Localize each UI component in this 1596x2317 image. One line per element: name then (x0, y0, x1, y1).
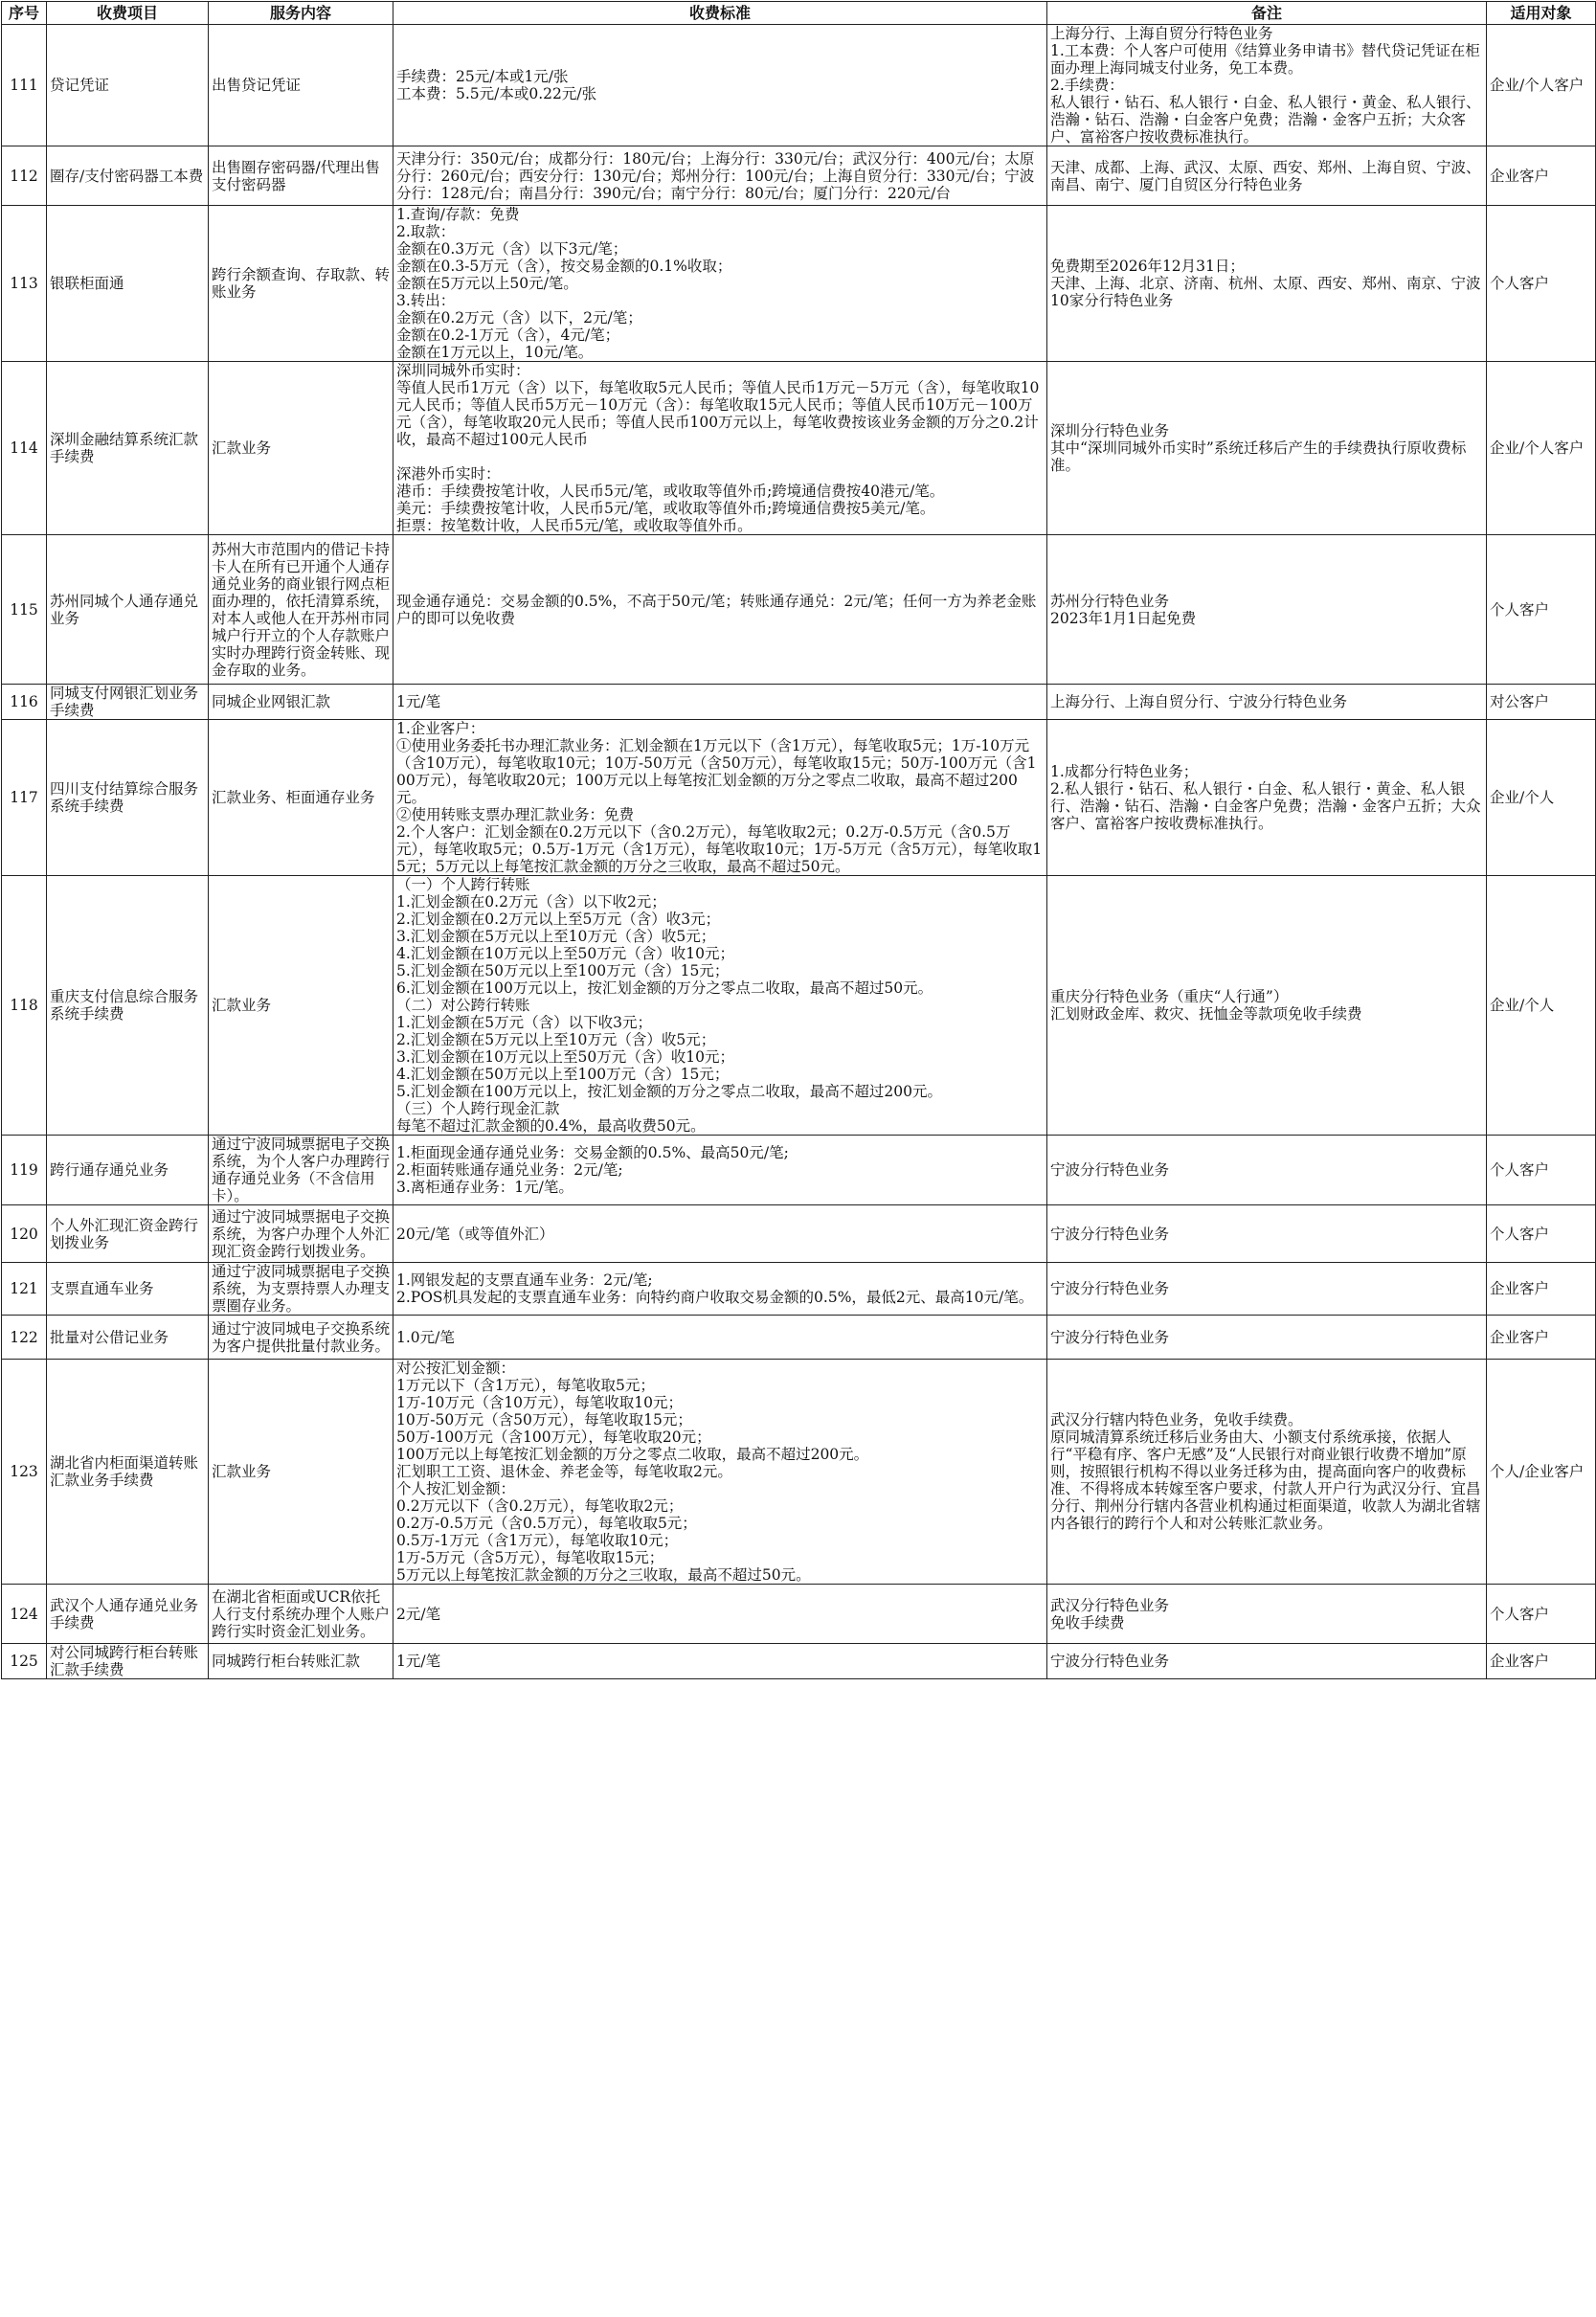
cell-no: 121 (2, 1263, 47, 1316)
cell-no: 116 (2, 685, 47, 720)
cell-line: 汇款业务、柜面通存业务 (212, 789, 375, 806)
cell-line: 1.汇划金额在0.2万元（含）以下收2元； (396, 893, 666, 911)
cell-line: 1万元以下（含1万元），每笔收取5元； (396, 1377, 655, 1394)
cell-service (209, 1205, 393, 1263)
cell-no: 125 (2, 1644, 47, 1679)
cell-line: 深港外币实时： (396, 465, 501, 483)
cell-line: 2.POS机具发起的支票直通车业务：向特约商户收取交易金额的0.5%，最低2元、最高10元/笔。 (396, 1289, 1034, 1306)
cell-line: 宁波分行特色业务 (1050, 1280, 1170, 1297)
cell-no: 118 (2, 876, 47, 1136)
cell-no: 113 (2, 206, 47, 362)
cell-line: 圈存/支付密码器工本费 (50, 167, 204, 185)
cell-remark (1047, 1644, 1487, 1679)
cell-line: 批量对公借记业务 (50, 1328, 169, 1346)
cell-line: 2.个人客户：汇划金额在0.2万元以下（含0.2万元），每笔收取2元；0.2万-0.5万元（含0.5万元），每笔收取5元；0.5万-1万元（含1万元），每笔收取10元；1万-5万元（含5万元），每笔收取15元；5万元以上每笔按汇款金额的万分之三收取，最高不超过50元。 (396, 823, 1043, 875)
cell-remark (1047, 1263, 1487, 1316)
cell-line: 银联柜面通 (50, 275, 124, 292)
cell-line: 汇款业务 (212, 997, 272, 1014)
table-row (2, 685, 1596, 720)
cell-no: 123 (2, 1360, 47, 1585)
cell-standard (393, 146, 1047, 206)
cell-no: 114 (2, 362, 47, 535)
cell-no: 122 (2, 1316, 47, 1360)
cell-line: 上海分行、上海自贸分行特色业务 (1050, 25, 1273, 42)
cell-standard (393, 1136, 1047, 1205)
cell-line: 金额在0.2万元（含）以下，2元/笔； (396, 309, 642, 326)
cell-line: 1万-5万元（含5万元），每笔收取15元； (396, 1549, 664, 1566)
cell-target (1487, 206, 1596, 362)
cell-line: ②使用转账支票办理汇款业务：免费 (396, 806, 635, 823)
cell-remark (1047, 146, 1487, 206)
cell-line: 企业/个人 (1490, 997, 1555, 1014)
cell-target (1487, 1263, 1596, 1316)
cell-line: 汇款业务 (212, 439, 272, 457)
fee-table (1, 1, 1596, 1679)
cell-line: 2023年1月1日起免费 (1050, 609, 1197, 627)
cell-remark (1047, 876, 1487, 1136)
cell-item (47, 720, 209, 876)
cell-line: 通过宁波同城票据电子交换系统，为支票持票人办理支票圈存业务。 (212, 1263, 391, 1315)
cell-standard (393, 1263, 1047, 1316)
cell-item (47, 1316, 209, 1360)
table-row (2, 362, 1596, 535)
cell-service (209, 206, 393, 362)
cell-line: 通过宁波同城票据电子交换系统，为个人客户办理跨行通存通兑业务（不含信用卡）。 (212, 1136, 391, 1204)
table-row (2, 720, 1596, 876)
cell-line: 1元/笔 (396, 693, 441, 710)
cell-line: 0.5万-1万元（含1万元），每笔收取10元； (396, 1532, 679, 1549)
cell-target (1487, 535, 1596, 685)
cell-line: 武汉个人通存通兑业务手续费 (50, 1596, 199, 1631)
cell-target (1487, 720, 1596, 876)
cell-line: 等值人民币1万元（含）以下，每笔收取5元人民币；等值人民币1万元－5万元（含），每笔收取10元人民币；等值人民币5万元－10万元（含）：每笔收取15元人民币；等值人民币10万元－100万元（含），每笔收取20元人民币；等值人民币100万元以上，每笔收费按该业务金额的万分之0.2计收，最高不超过100元人民币 (396, 379, 1040, 448)
cell-target (1487, 1316, 1596, 1360)
cell-service (209, 720, 393, 876)
cell-standard (393, 206, 1047, 362)
header-item: 收费项目 (47, 2, 209, 25)
header-standard: 收费标准 (393, 2, 1047, 25)
cell-standard (393, 1205, 1047, 1263)
cell-line: 企业/个人客户 (1490, 439, 1585, 457)
cell-line: （一）个人跨行转账 (396, 876, 530, 893)
cell-line: 1万-10万元（含10万元），每笔收取10元； (396, 1394, 684, 1411)
cell-line: 港币：手续费按笔计收，人民币5元/笔，或收取等值外币;跨境通信费按40港元/笔。 (396, 483, 945, 500)
cell-line: 1.柜面现金通存通兑业务：交易金额的0.5%、最高50元/笔; (396, 1144, 789, 1161)
cell-line: 5万元以上每笔按汇款金额的万分之三收取，最高不超过50元。 (396, 1566, 811, 1584)
cell-service (209, 1360, 393, 1585)
cell-no: 124 (2, 1585, 47, 1644)
table-row (2, 146, 1596, 206)
cell-line: 金额在0.2-1万元（含），4元/笔； (396, 326, 620, 344)
cell-standard (393, 1360, 1047, 1585)
cell-service (209, 685, 393, 720)
cell-line: 天津、上海、北京、济南、杭州、太原、西安、郑州、南京、宁波10家分行特色业务 (1050, 275, 1481, 309)
cell-no: 120 (2, 1205, 47, 1263)
cell-line: （二）对公跨行转账 (396, 997, 530, 1014)
cell-line: 跨行余额查询、存取款、转账业务 (212, 266, 391, 301)
cell-line: 汇款业务 (212, 1463, 272, 1480)
cell-line: 金额在0.3万元（含）以下3元/笔； (396, 240, 628, 258)
cell-line: 3.转出： (396, 292, 456, 309)
cell-line: 手续费：25元/本或1元/张 (396, 68, 569, 85)
cell-line: 每笔不超过汇款金额的0.4%，最高收费50元。 (396, 1117, 706, 1135)
table-row (2, 1316, 1596, 1360)
cell-standard (393, 362, 1047, 535)
cell-line: 同城企业网银汇款 (212, 693, 331, 710)
cell-service (209, 1585, 393, 1644)
cell-line: 苏州同城个人通存通兑业务 (50, 592, 199, 627)
cell-line: 个人外汇现汇资金跨行划拨业务 (50, 1216, 199, 1251)
cell-remark (1047, 1360, 1487, 1585)
cell-line: 出售圈存密码器/代理出售支付密码器 (212, 158, 380, 193)
cell-line: 3.离柜通存业务：1元/笔。 (396, 1179, 573, 1196)
cell-target (1487, 362, 1596, 535)
cell-line: 1.汇划金额在5万元（含）以下收3元； (396, 1014, 653, 1031)
cell-line: 1元/笔 (396, 1653, 441, 1670)
cell-line: 通过宁波同城票据电子交换系统，为客户办理个人外汇现汇资金跨行划拨业务。 (212, 1207, 391, 1260)
cell-line: 100万元以上每笔按汇划金额的万分之零点二收取，最高不超过200元。 (396, 1446, 869, 1463)
header-no: 序号 (2, 2, 47, 25)
cell-line: 10万-50万元（含50万元），每笔收取15元； (396, 1411, 692, 1428)
table-row (2, 1644, 1596, 1679)
cell-line (396, 448, 1044, 465)
cell-remark (1047, 1316, 1487, 1360)
cell-target (1487, 1644, 1596, 1679)
cell-line: 宁波分行特色业务 (1050, 1225, 1170, 1243)
cell-line: 企业客户 (1490, 1280, 1550, 1297)
cell-target (1487, 876, 1596, 1136)
cell-line: 个人客户 (1490, 275, 1550, 292)
cell-line: 宁波分行特色业务 (1050, 1161, 1170, 1179)
cell-line: 1.成都分行特色业务； (1050, 763, 1199, 780)
cell-line: 5.汇划金额在100万元以上，按汇划金额的万分之零点二收取，最高不超过200元。 (396, 1083, 942, 1100)
cell-item (47, 25, 209, 146)
cell-line: 宁波分行特色业务 (1050, 1653, 1170, 1670)
table-row (2, 535, 1596, 685)
cell-line: 4.汇划金额在10万元以上至50万元（含）收10元； (396, 945, 734, 962)
cell-remark (1047, 362, 1487, 535)
cell-line: 1.0元/笔 (396, 1328, 455, 1346)
cell-item (47, 206, 209, 362)
cell-standard (393, 720, 1047, 876)
cell-line: 天津分行：350元/台；成都分行：180元/台；上海分行：330元/台；武汉分行：400元/台；太原分行：260元/台；西安分行：130元/台；郑州分行：100元/台；上海自贸分行：330元/台；宁波分行：128元/台；南昌分行：390元/台；南宁分行：80元/台；厦门分行：220元/台 (396, 149, 1035, 202)
cell-line: 工本费：5.5元/本或0.22元/张 (396, 85, 597, 102)
cell-standard (393, 876, 1047, 1136)
cell-service (209, 362, 393, 535)
cell-line: 0.2万元以下（含0.2万元），每笔收取2元； (396, 1497, 684, 1515)
cell-line: 2.取款： (396, 223, 456, 240)
cell-line: 20元/笔（或等值外汇） (396, 1225, 554, 1243)
cell-line: 企业客户 (1490, 167, 1550, 185)
cell-service (209, 876, 393, 1136)
cell-line: 同城跨行柜台转账汇款 (212, 1653, 361, 1670)
table-row (2, 876, 1596, 1136)
cell-item (47, 1585, 209, 1644)
cell-item (47, 1644, 209, 1679)
cell-line: 在湖北省柜面或UCR依托人行支付系统办理个人账户跨行实时资金汇划业务。 (212, 1587, 391, 1640)
cell-service (209, 1316, 393, 1360)
cell-remark (1047, 206, 1487, 362)
cell-line: 50万-100万元（含100万元），每笔收取20元； (396, 1428, 711, 1446)
cell-line: 企业客户 (1490, 1653, 1550, 1670)
cell-line: 重庆分行特色业务（重庆“人行通”） (1050, 988, 1289, 1005)
cell-line: 企业/个人 (1490, 789, 1555, 806)
cell-standard (393, 535, 1047, 685)
cell-target (1487, 1205, 1596, 1263)
table-row (2, 1136, 1596, 1205)
cell-item (47, 1263, 209, 1316)
cell-line: 免费期至2026年12月31日； (1050, 258, 1245, 275)
cell-item (47, 362, 209, 535)
cell-item (47, 1136, 209, 1205)
cell-line: 企业/个人客户 (1490, 77, 1585, 94)
cell-line: 2.汇划金额在5万元以上至10万元（含）收5元； (396, 1031, 716, 1048)
cell-line: 个人客户 (1490, 1225, 1550, 1243)
cell-line: 免收手续费 (1050, 1613, 1125, 1631)
cell-line: 企业客户 (1490, 1328, 1550, 1346)
cell-line: （三）个人跨行现金汇款 (396, 1100, 560, 1117)
cell-line: 对公同城跨行柜台转账汇款手续费 (50, 1644, 199, 1678)
cell-target (1487, 25, 1596, 146)
cell-service (209, 1136, 393, 1205)
cell-standard (393, 685, 1047, 720)
cell-line: 2.私人银行・钻石、私人银行・白金、私人银行・黄金、私人银行、浩瀚・钻石、浩瀚・白金客户免费；浩瀚・金客户五折；大众客户、富裕客户按收费标准执行。 (1050, 780, 1481, 832)
cell-line: 宁波分行特色业务 (1050, 1328, 1170, 1346)
cell-line: 其中“深圳同城外币实时”系统迁移后产生的手续费执行原收费标准。 (1050, 439, 1467, 474)
cell-service (209, 1644, 393, 1679)
cell-line: 跨行通存通兑业务 (50, 1161, 169, 1179)
cell-target (1487, 1585, 1596, 1644)
table-row (2, 25, 1596, 146)
cell-line: 个人/企业客户 (1490, 1463, 1585, 1480)
cell-line: 武汉分行辖内特色业务，免收手续费。 (1050, 1411, 1303, 1428)
cell-service (209, 1263, 393, 1316)
cell-line: 3.汇划金额在5万元以上至10万元（含）收5元； (396, 928, 716, 945)
cell-standard (393, 25, 1047, 146)
cell-service (209, 25, 393, 146)
cell-line: 私人银行・钻石、私人银行・白金、私人银行・黄金、私人银行、浩瀚・钻石、浩瀚・白金客户免费；浩瀚・金客户五折；大众客户、富裕客户按收费标准执行。 (1050, 94, 1481, 146)
cell-line: 苏州分行特色业务 (1050, 592, 1170, 610)
cell-line: 5.汇划金额在50万元以上至100万元（含）15元； (396, 962, 730, 979)
cell-target (1487, 1136, 1596, 1205)
cell-remark (1047, 720, 1487, 876)
cell-item (47, 1205, 209, 1263)
cell-line: 4.汇划金额在50万元以上至100万元（含）15元； (396, 1066, 730, 1083)
cell-line: 武汉分行特色业务 (1050, 1596, 1170, 1614)
cell-line: 2.汇划金额在0.2万元以上至5万元（含）收3元； (396, 911, 721, 928)
cell-line: 深圳同城外币实时： (396, 362, 530, 379)
cell-line: 现金通存通兑：交易金额的0.5%，不高于50元/笔；转账通存通兑：2元/笔；任何一方为养老金账户的即可以免收费 (396, 592, 1037, 627)
cell-line: 汇划财政金库、救灾、抚恤金等款项免收手续费 (1050, 1005, 1362, 1023)
cell-line: 同城支付网银汇划业务手续费 (50, 685, 199, 719)
cell-standard (393, 1644, 1047, 1679)
cell-line: 个人客户 (1490, 600, 1550, 619)
cell-remark (1047, 685, 1487, 720)
header-row (2, 2, 1596, 25)
cell-no: 112 (2, 146, 47, 206)
cell-line: 1.查询/存款：免费 (396, 206, 520, 223)
cell-no: 111 (2, 25, 47, 146)
cell-line: 2.柜面转账通存通兑业务：2元/笔; (396, 1161, 623, 1179)
cell-standard (393, 1585, 1047, 1644)
cell-line: 四川支付结算综合服务系统手续费 (50, 780, 199, 815)
cell-item (47, 1360, 209, 1585)
cell-remark (1047, 25, 1487, 146)
cell-remark (1047, 1585, 1487, 1644)
cell-line: 通过宁波同城电子交换系统为客户提供批量付款业务。 (212, 1319, 391, 1355)
cell-line: 2元/笔 (396, 1605, 441, 1623)
cell-line: 个人客户 (1490, 1161, 1550, 1179)
cell-remark (1047, 535, 1487, 685)
table-row (2, 1263, 1596, 1316)
cell-line: 出售贷记凭证 (212, 77, 302, 94)
cell-line: 3.汇划金额在10万元以上至50万元（含）收10元； (396, 1048, 734, 1066)
cell-line: 1.企业客户： (396, 720, 485, 737)
header-target: 适用对象 (1487, 2, 1596, 25)
cell-line: 美元：手续费按笔计收，人民币5元/笔，或收取等值外币;跨境通信费按5美元/笔。 (396, 500, 935, 517)
cell-service (209, 146, 393, 206)
cell-item (47, 685, 209, 720)
cell-item (47, 535, 209, 685)
cell-target (1487, 146, 1596, 206)
cell-remark (1047, 1205, 1487, 1263)
cell-no: 115 (2, 535, 47, 685)
cell-line: 拒票：按笔数计收，人民币5元/笔，或收取等值外币。 (396, 517, 753, 534)
cell-target (1487, 685, 1596, 720)
cell-line: 贷记凭证 (50, 77, 110, 94)
cell-line: 个人客户 (1490, 1605, 1550, 1623)
header-remark: 备注 (1047, 2, 1487, 25)
cell-target (1487, 1360, 1596, 1585)
cell-line: 支票直通车业务 (50, 1280, 154, 1297)
cell-line: 天津、成都、上海、武汉、太原、西安、郑州、上海自贸、宁波、南昌、南宁、厦门自贸区分行特色业务 (1050, 158, 1481, 193)
cell-line: 对公客户 (1490, 693, 1550, 710)
cell-line: 汇划职工工资、退休金、养老金等，每笔收取2元。 (396, 1463, 732, 1480)
header-service: 服务内容 (209, 2, 393, 25)
table-row (2, 1585, 1596, 1644)
cell-line: 金额在0.3-5万元（含），按交易金额的0.1%收取； (396, 258, 732, 275)
cell-item (47, 876, 209, 1136)
cell-item (47, 146, 209, 206)
cell-standard (393, 1316, 1047, 1360)
cell-line: 对公按汇划金额： (396, 1360, 516, 1377)
cell-line: ①使用业务委托书办理汇款业务：汇划金额在1万元以下（含1万元），每笔收取5元；1万-10万元（含10万元），每笔收取10元；10万-50万元（含50万元），每笔收取15元；50万-100万元（含100万元），每笔收取20元；100万元以上每笔按汇划金额的万分之零点二收取，最高不超过200元。 (396, 737, 1037, 806)
cell-line: 6.汇划金额在100万元以上，按汇划金额的万分之零点二收取，最高不超过50元。 (396, 979, 933, 997)
cell-no: 119 (2, 1136, 47, 1205)
cell-line: 深圳分行特色业务 (1050, 422, 1170, 439)
cell-remark (1047, 1136, 1487, 1205)
cell-service (209, 535, 393, 685)
cell-line: 苏州大市范围内的借记卡持卡人在所有已开通个人通存通兑业务的商业银行网点柜面办理的，依托清算系统，对本人或他人在开苏州市同城户行开立的个人存款账户实时办理跨行资金转账、现金存取的业务。 (212, 540, 391, 679)
cell-line: 湖北省内柜面渠道转账汇款业务手续费 (50, 1454, 199, 1489)
cell-line: 个人按汇划金额： (396, 1480, 516, 1497)
cell-line: 上海分行、上海自贸分行、宁波分行特色业务 (1050, 693, 1348, 710)
cell-line: 1.工本费：个人客户可使用《结算业务申请书》替代贷记凭证在柜面办理上海同城支付业务，免工本费。 (1050, 42, 1480, 77)
cell-line: 0.2万-0.5万元（含0.5万元），每笔收取5元； (396, 1515, 697, 1532)
cell-line: 金额在5万元以上50元/笔。 (396, 275, 578, 292)
cell-line: 原同城清算系统迁移后业务由大、小额支付系统承接，依据人行“平稳有序、客户无感”及“人民银行对商业银行收费不增加”原则，按照银行机构不得以业务迁移为由，提高面向客户的收费标准、不得将成本转嫁至客户要求，付款人开户行为武汉分行、宜昌分行、荆州分行辖内各营业机构通过柜面渠道，收款人为湖北省辖内各银行的跨行个人和对公转账汇款业务。 (1050, 1428, 1481, 1532)
cell-line: 2.手续费： (1050, 77, 1124, 94)
table-row (2, 1360, 1596, 1585)
table-row (2, 1205, 1596, 1263)
cell-line: 金额在1万元以上，10元/笔。 (396, 344, 594, 361)
cell-line: 重庆支付信息综合服务系统手续费 (50, 988, 199, 1023)
cell-no: 117 (2, 720, 47, 876)
cell-line: 1.网银发起的支票直通车业务：2元/笔; (396, 1271, 653, 1289)
table-row (2, 206, 1596, 362)
cell-line: 深圳金融结算系统汇款手续费 (50, 431, 199, 465)
